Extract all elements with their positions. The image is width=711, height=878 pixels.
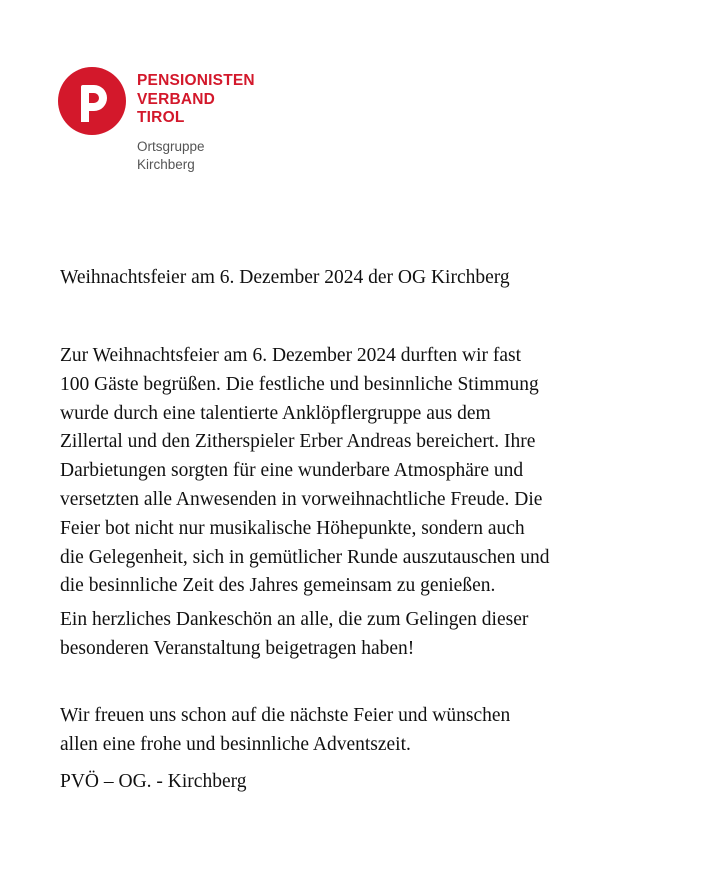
text-line: Wir freuen uns schon auf die nächste Feier und wünschen	[60, 705, 511, 726]
paragraph-thanks	[60, 606, 660, 664]
signature-line	[60, 768, 660, 797]
pvt-logo	[57, 66, 297, 186]
text-line: Darbietungen sorgten für eine wunderbare Atmosphäre und	[60, 460, 524, 482]
text-line: Ein herzliches Dankeschön an alle, die zum Gelingen dieser	[60, 609, 529, 630]
text-line: 100 Gäste begrüßen. Die festliche und besinnliche Stimmung	[60, 373, 539, 395]
logo-org-line: TIROL	[137, 109, 185, 126]
text-line: PVÖ – OG. - Kirchberg	[60, 771, 247, 792]
text-line: Zillertal und den Zitherspieler Erber Andreas bereichert. Ihre	[60, 431, 536, 453]
text-line: versetzten alle Anwesenden in vorweihnachtliche Freude. Die	[60, 488, 543, 510]
logo-sub-line: Ortsgruppe	[137, 139, 205, 154]
logo-sub-line: Kirchberg	[137, 157, 195, 172]
logo-org-line: VERBAND	[137, 90, 216, 108]
document-title: Weihnachtsfeier am 6. Dezember 2024 der OG Kirchberg	[60, 267, 510, 288]
logo-org-line: PENSIONISTEN	[137, 72, 255, 89]
text-line: wurde durch eine talentierte Anklöpflergruppe aus dem	[60, 402, 491, 424]
pvt-logo-mark-icon	[57, 66, 127, 136]
text-line: die besinnliche Zeit des Jahres gemeinsam zu genießen.	[60, 575, 496, 597]
paragraph-wishes	[60, 702, 660, 760]
text-line: die Gelegenheit, sich in gemütlicher Runde auszutauschen und	[60, 546, 550, 568]
logo-subtitle	[137, 138, 205, 174]
text-line: besonderen Veranstaltung beigetragen haben!	[60, 637, 415, 659]
text-line: Zur Weihnachtsfeier am 6. Dezember 2024 durften wir fast	[60, 345, 522, 366]
text-line: allen eine frohe und besinnliche Adventszeit.	[60, 733, 411, 755]
text-line: Feier bot nicht nur musikalische Höhepunkte, sondern auch	[60, 517, 525, 539]
paragraph-event-report	[60, 342, 660, 601]
logo-org-name	[137, 72, 255, 128]
